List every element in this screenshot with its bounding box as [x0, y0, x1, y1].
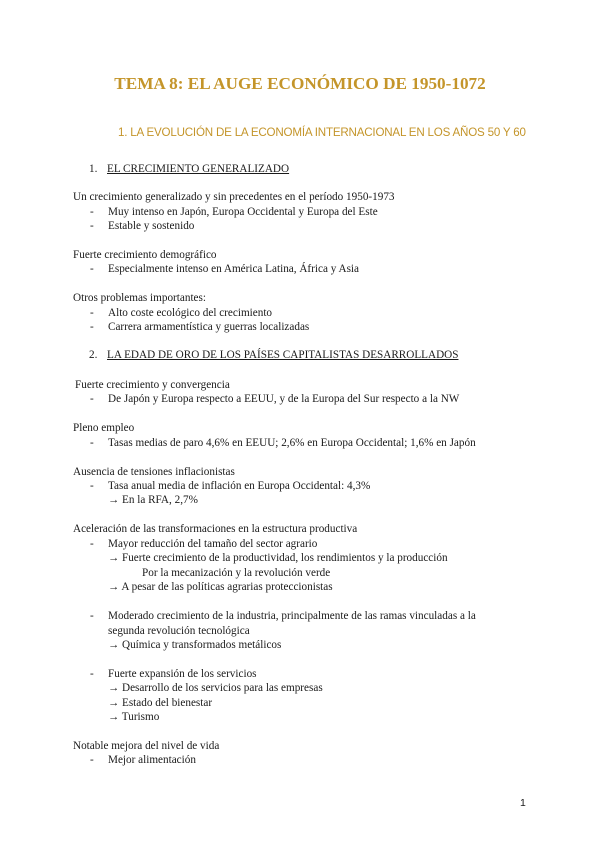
list-item: Mayor reducción del tamaño del sector agrario [108, 538, 318, 550]
paragraph: Otros problemas importantes: [73, 292, 206, 304]
paragraph: Aceleración de las transformaciones en la estructura productiva [73, 523, 358, 535]
subheading-number: 1. [89, 163, 98, 175]
subheading-1 [89, 162, 289, 177]
list-item: Tasas medias de paro 4,6% en EEUU; 2,6% en Europa Occidental; 1,6% en Japón [108, 437, 476, 449]
section-heading: 1. LA EVOLUCIÓN DE LA ECONOMÍA INTERNACIONAL EN LOS AÑOS 50 Y 60 [118, 126, 526, 139]
bullet-dash: - [90, 538, 94, 550]
bullet-dash: - [90, 610, 94, 622]
list-item: De Japón y Europa respecto a EEUU, y de la Europa del Sur respecto a la NW [108, 393, 460, 405]
arrow-note: → A pesar de las políticas agrarias proteccionistas [108, 581, 333, 593]
paragraph: Notable mejora del nivel de vida [73, 740, 220, 752]
list-item: Tasa anual media de inflación en Europa Occidental: 4,3% [108, 480, 371, 492]
paragraph: Un crecimiento generalizado y sin precedentes en el período 1950-1973 [73, 191, 395, 203]
arrow-note: → Fuerte crecimiento de la productividad, los rendimientos y la producción [108, 552, 448, 564]
bullet-dash: - [90, 754, 94, 766]
arrow-note: → En la RFA, 2,7% [108, 494, 198, 506]
arrow-note: → Desarrollo de los servicios para las empresas [108, 682, 323, 694]
list-item: Moderado crecimiento de la industria, principalmente de las ramas vinculadas a la [108, 610, 476, 622]
list-item: Fuerte expansión de los servicios [108, 668, 257, 680]
paragraph: Fuerte crecimiento y convergencia [75, 379, 230, 391]
arrow-note: → Estado del bienestar [108, 697, 213, 709]
list-item: Especialmente intenso en América Latina, África y Asia [108, 263, 360, 275]
bullet-dash: - [90, 263, 94, 275]
list-item: Alto coste ecológico del crecimiento [108, 307, 273, 319]
list-item: Carrera armamentística y guerras localizadas [108, 321, 310, 333]
subheading-2 [89, 348, 458, 363]
nested-note: Por la mecanización y la revolución verde [142, 567, 331, 579]
arrow-note: → Turismo [108, 711, 160, 723]
paragraph: Ausencia de tensiones inflacionistas [73, 466, 235, 478]
paragraph: Fuerte crecimiento demográfico [73, 249, 217, 261]
bullet-dash: - [90, 307, 94, 319]
subheading-text: LA EDAD DE ORO DE LOS PAÍSES CAPITALISTAS DESARROLLADOS [107, 349, 459, 361]
paragraph: Pleno empleo [73, 422, 135, 434]
bullet-dash: - [90, 668, 94, 680]
list-item: Estable y sostenido [108, 220, 195, 232]
bullet-dash: - [90, 206, 94, 218]
arrow-note: → Química y transformados metálicos [108, 639, 282, 651]
subheading-number: 2. [89, 349, 98, 361]
bullet-dash: - [90, 480, 94, 492]
list-item: Muy intenso en Japón, Europa Occidental y Europa del Este [108, 206, 378, 218]
list-item: Mejor alimentación [108, 754, 196, 766]
bullet-dash: - [90, 220, 94, 232]
bullet-dash: - [90, 437, 94, 449]
list-item-continuation: segunda revolución tecnológica [108, 625, 250, 637]
document-title: TEMA 8: EL AUGE ECONÓMICO DE 1950-1072 [114, 74, 486, 93]
page-number: 1 [520, 797, 526, 809]
bullet-dash: - [90, 393, 94, 405]
subheading-text: EL CRECIMIENTO GENERALIZADO [107, 163, 290, 175]
bullet-dash: - [90, 321, 94, 333]
